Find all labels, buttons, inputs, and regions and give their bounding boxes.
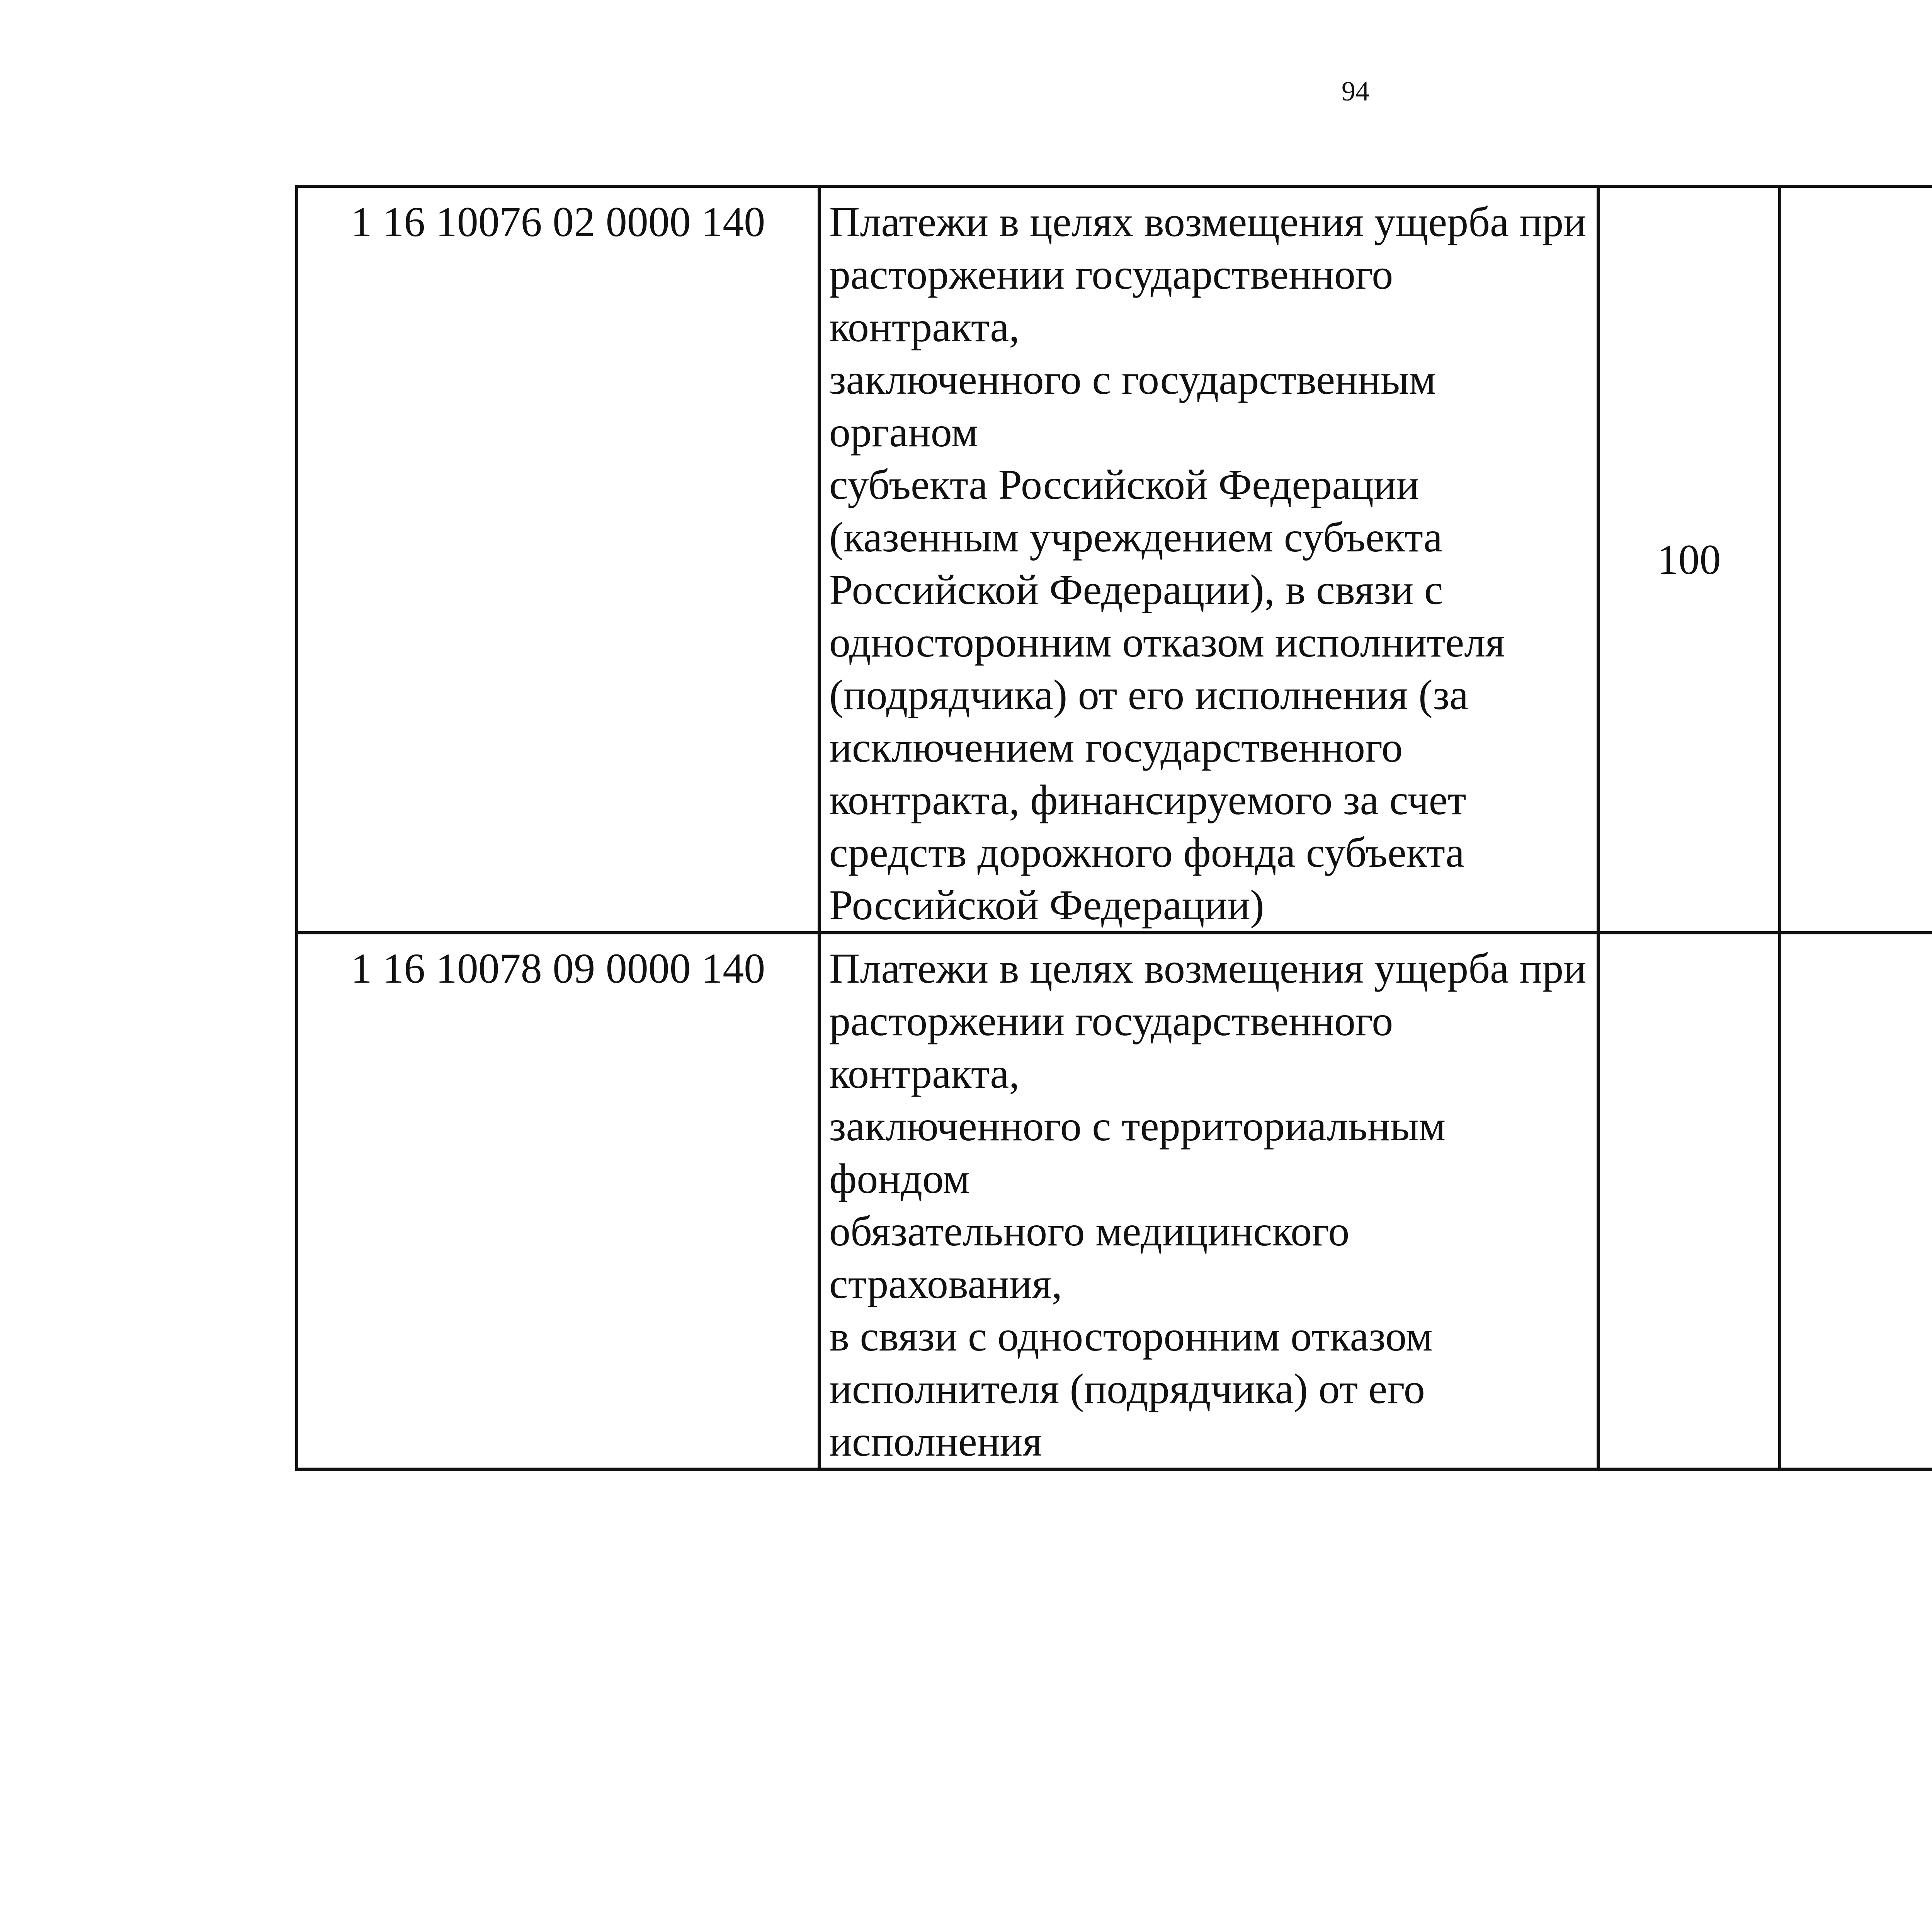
budget-code: 1 16 10076 02 0000 140 <box>350 198 765 245</box>
percent-cell-1: 100 <box>1598 186 1780 933</box>
table-row <box>297 933 1932 1469</box>
budget-code: 1 16 10078 09 0000 140 <box>350 945 765 992</box>
percent-cell-2 <box>1780 186 1932 933</box>
budget-code-cell <box>297 186 819 933</box>
percent-cell-1 <box>1598 933 1780 1469</box>
budget-revenue-table <box>295 185 1932 1471</box>
revenue-description: Платежи в целях возмещения ущерба при расторжении государственного контракта, заключенного с государственным органом субъекта Российской Федерации (казенным учреждением субъекта Российской Федерации), в связи с односторонним отказом исполнителя (подрядчика) от его исполнения (за исключением государственного контракта, финансируемого за счет средств дорожного фонда субъекта Российской Федерации) <box>829 198 1587 929</box>
percent-cell-2 <box>1780 933 1932 1469</box>
table-row <box>297 186 1932 933</box>
description-cell <box>819 933 1598 1469</box>
budget-code-cell <box>297 933 819 1469</box>
description-cell <box>819 186 1598 933</box>
revenue-description: Платежи в целях возмещения ущерба при расторжении государственного контракта, заключенного с территориальным фондом обязательного медицинского страхования, в связи с односторонним отказом исполнителя (подрядчика) от его исполнения <box>829 945 1587 1465</box>
page-number: 94 <box>1342 76 1369 107</box>
